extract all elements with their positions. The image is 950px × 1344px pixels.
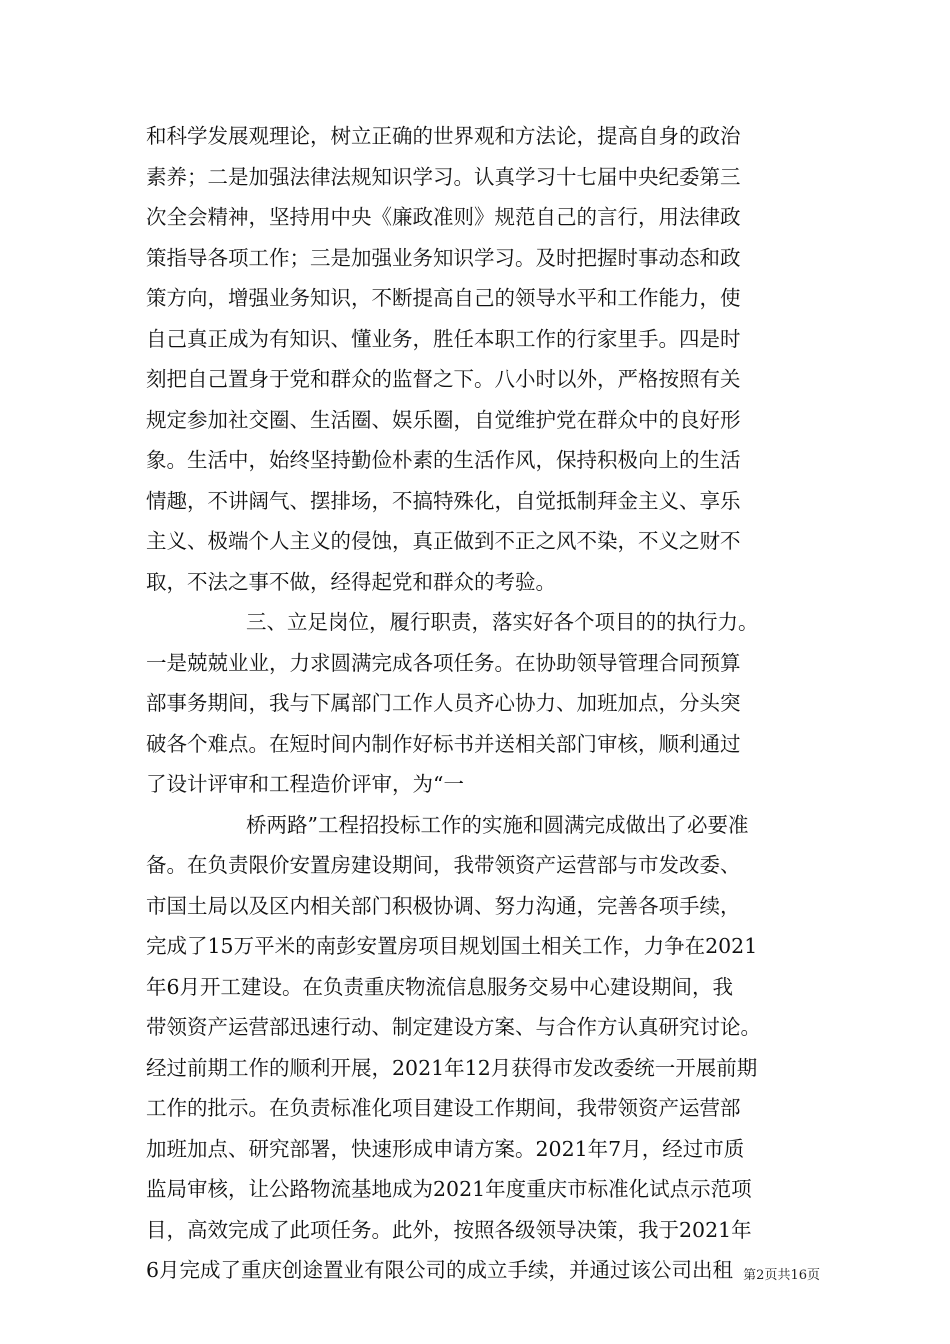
text-line: 象。生活中，始终坚持勤俭朴素的生活作风，保持积极向上的生活 [146, 448, 741, 472]
text-line: 6月完成了重庆创途置业有限公司的成立手续，并通过该公司出租 [146, 1258, 734, 1282]
text-line: 了设计评审和工程造价评审，为“一 [146, 772, 464, 796]
text-line: 次全会精神，坚持用中央《廉政准则》规范自己的言行，用法律政 [146, 205, 741, 229]
text-line: 自己真正成为有知识、懂业务，胜任本职工作的行家里手。四是时 [146, 326, 741, 351]
text-line: 备。在负责限价安置房建设期间，我带领资产运营部与市发改委、 [146, 853, 741, 877]
text-line: 目，高效完成了此项任务。此外，按照各级领导决策，我于2021年 [146, 1217, 752, 1242]
text-line: 情趣，不讲阔气、摆排场，不搞特殊化，自觉抵制拜金主义、享乐 [146, 488, 741, 513]
text-line: 策指导各项工作；三是加强业务知识学习。及时把握时事动态和政 [146, 245, 741, 270]
text-line: 策方向，增强业务知识，不断提高自己的领导水平和工作能力，使 [146, 286, 741, 310]
text-line: 完成了15万平米的南彭安置房项目规划国土相关工作，力争在2021 [146, 934, 758, 958]
text-line: 加班加点、研究部署，快速形成申请方案。2021年7月，经过市质 [146, 1136, 745, 1161]
body-text [146, 116, 826, 1291]
text-line: 素养；二是加强法律法规知识学习。认真学习十七届中央纪委第三 [146, 164, 741, 189]
text-line: 部事务期间，我与下属部门工作人员齐心协力、加班加点，分头突 [146, 691, 741, 715]
text-line: 经过前期工作的顺利开展，2021年12月获得市发改委统一开展前期 [146, 1055, 758, 1080]
text-line: 监局审核，让公路物流基地成为2021年度重庆市标准化试点示范项 [146, 1177, 752, 1201]
text-line: 年6月开工建设。在负责重庆物流信息服务交易中心建设期间，我 [146, 974, 734, 999]
text-line: 和科学发展观理论，树立正确的世界观和方法论，提高自身的政治 [146, 124, 741, 148]
text-line: 市国土局以及区内相关部门积极协调、努力沟通，完善各项手续， [146, 893, 741, 918]
text-line: 取，不法之事不做，经得起党和群众的考验。 [146, 569, 556, 594]
text-line: 刻把自己置身于党和群众的监督之下。八小时以外，严格按照有关 [146, 367, 741, 391]
text-line: 一是兢兢业业，力求圆满完成各项任务。在协助领导管理合同预算 [146, 650, 741, 675]
page-number: 第2页共16页 [743, 1268, 820, 1283]
section-heading: 三、立足岗位，履行职责，落实好各个项目的的执行力。 [246, 610, 759, 634]
text-line: 规定参加社交圈、生活圈、娱乐圈，自觉维护党在群众中的良好形 [146, 407, 741, 432]
text-line: 破各个难点。在短时间内制作好标书并送相关部门审核，顺利通过 [146, 731, 741, 756]
text-line: 主义、极端个人主义的侵蚀，真正做到不正之风不染，不义之财不 [146, 529, 741, 553]
text-line: 桥两路”工程招投标工作的实施和圆满完成做出了必要准 [246, 812, 749, 837]
text-line: 工作的批示。在负责标准化项目建设工作期间，我带领资产运营部 [146, 1096, 741, 1120]
text-line: 带领资产运营部迅速行动、制定建设方案、与合作方认真研究讨论。 [146, 1015, 761, 1039]
